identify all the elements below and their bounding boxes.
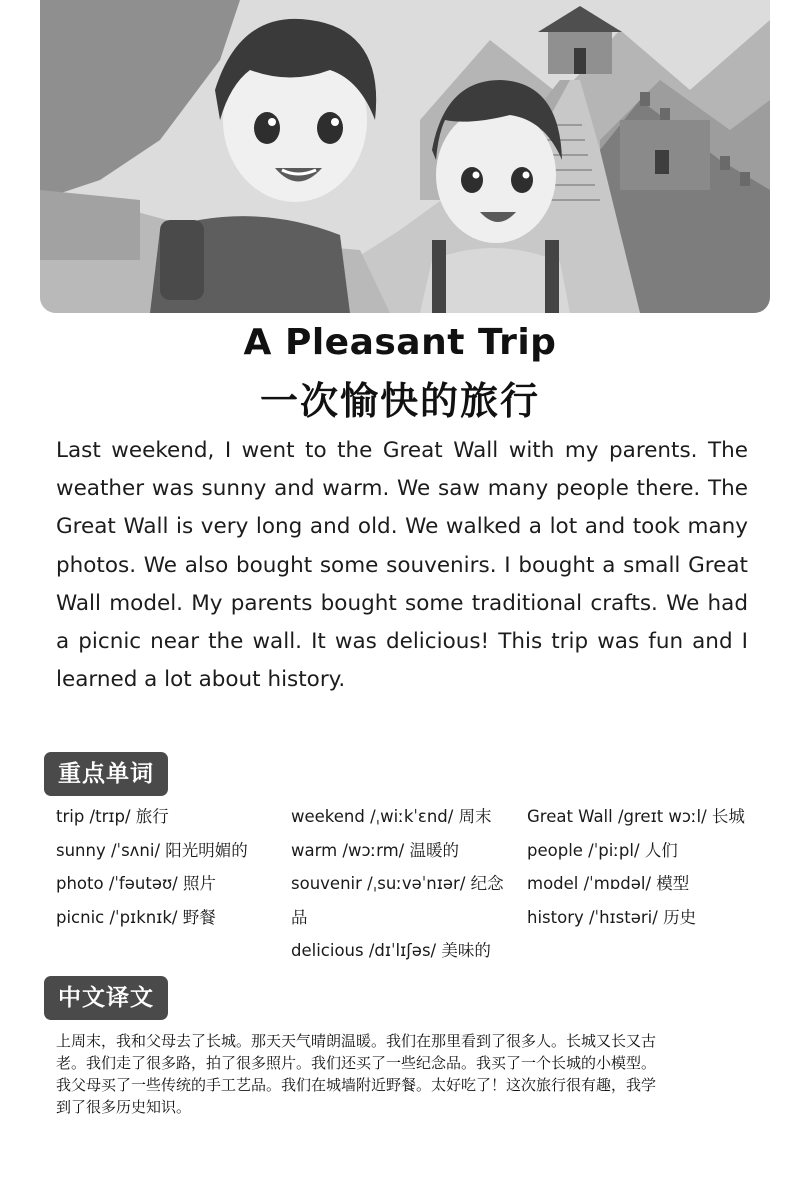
story-paragraph: Last weekend, I went to the Great Wall with my parents. The weather was sunny and warm. We saw many people there. The Great Wall is very long and old. We walked a lot and took many photos. We also bought some souvenirs. I bought a small Great Wall model. My parents bought some traditional crafts. We had a picnic near the wall. It was delicious! This trip was fun and I learned a lot about history. (56, 438, 748, 693)
title-english: A Pleasant Trip (243, 322, 557, 363)
translation-section-label: 中文译文 (44, 976, 168, 1020)
translation-paragraph: 上周末，我和父母去了长城。那天天气晴朗温暖。我们在那里看到了很多人。长城又长又古老。我们走了很多路，拍了很多照片。我们还买了一些纪念品。我买了一个长城的小模型。我父母买了一些传统的手工艺品。我们在城墙附近野餐。太好吃了！这次旅行很有趣，我学到了很多历史知识。 (56, 1032, 657, 1116)
vocab-column-1 (56, 800, 278, 934)
vocab-item-photo: photo /ˈfəutəʊ/ 照片 (56, 874, 216, 893)
vocab-item-model: model /ˈmɒdəl/ 模型 (527, 874, 690, 893)
vocab-item-souvenir: souvenir /ˌsuːvəˈnɪər/ 纪念品 (291, 874, 504, 927)
vocab-column-2 (291, 800, 513, 968)
vocab-item-picnic: picnic /ˈpɪknɪk/ 野餐 (56, 907, 216, 927)
vocab-item-sunny: sunny /ˈsʌni/ 阳光明媚的 (56, 840, 248, 860)
vocab-item-trip: trip /trɪp/ 旅行 (56, 807, 169, 826)
vocab-item-history: history /ˈhɪstəri/ 历史 (527, 907, 697, 927)
vocab-item-warm: warm /wɔːrm/ 温暖的 (291, 840, 459, 860)
vocab-item-people: people /ˈpiːpl/ 人们 (527, 840, 678, 860)
vocab-column-3 (527, 800, 767, 934)
vocab-item-weekend: weekend /ˌwiːkˈɛnd/ 周末 (291, 807, 492, 826)
title-chinese: 一次愉快的旅行 (259, 379, 540, 423)
vocab-item-great-wall: Great Wall /greɪt wɔːl/ 长城 (527, 807, 745, 826)
illustration-art (40, 0, 770, 313)
vocab-item-delicious: delicious /dɪˈlɪʃəs/ 美味的 (291, 941, 491, 960)
vocab-section-label: 重点单词 (44, 752, 168, 796)
great-wall-children-illustration (40, 0, 770, 313)
